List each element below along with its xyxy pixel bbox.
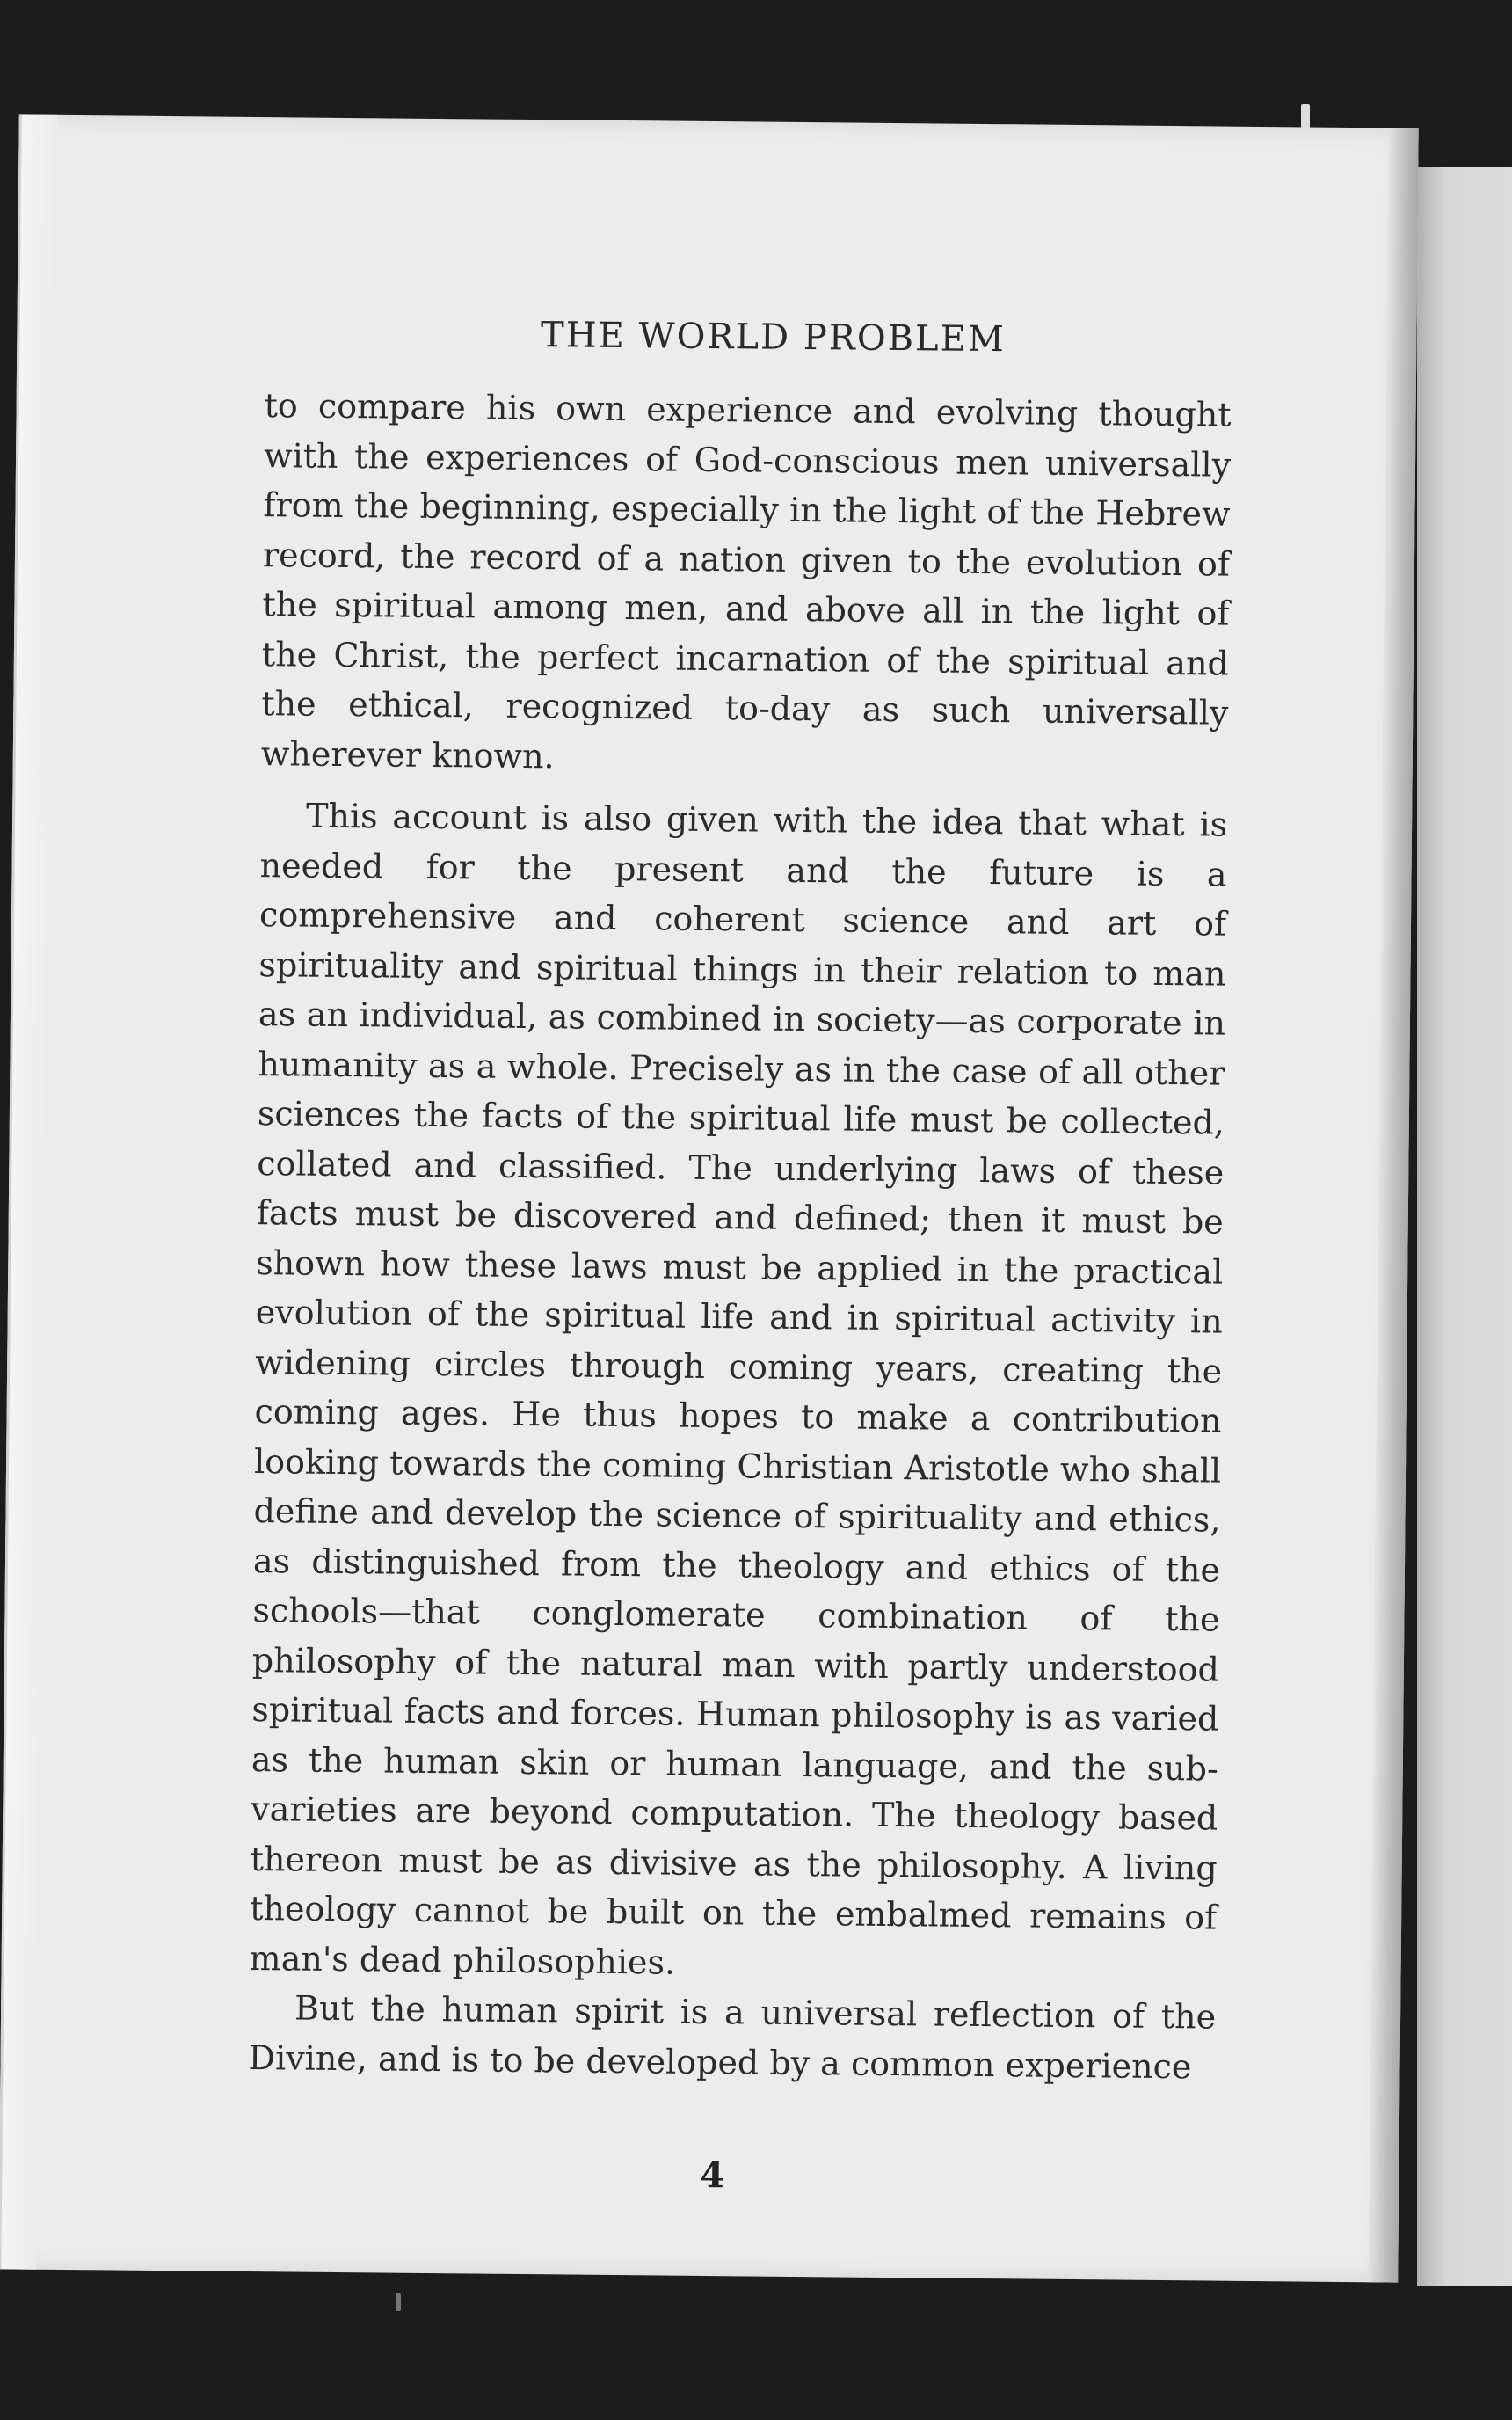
paragraph: This account is also given with the idea that what is needed for the present and the future is a comprehensive and coherent science and art of spirituality and spiritual things in their relation to man as an individual, as combined in society—as corporate in humanity as a whole. Precisely as in the case of all other sciences the facts of the spiritual life must be collected, collated and classified. The underlying laws of these facts must be discovered and defined; then it must be shown how these laws must be applied in the practical evolution of the spiritual life and in spiritual activity in widening circles through coming years, creating the coming ages. He thus hopes to make a contribution looking towards the coming Christian Aristotle who shall define and develop the science of spirituality and ethics, as distinguished from the theology and ethics of the schools—that conglomerate combination of the philosophy of the natural man with partly understood spiritual facts and forces. Human philosophy is as varied as the human skin or human language, and the sub-varieties are beyond computation. The theology based thereon must be as divisive as the philosophy. A living theology cannot be built on the embalmed remains of man's dead philosophies. xyxy=(249,796,1228,1982)
book-page xyxy=(0,114,1419,2282)
running-head: THE WORLD PROBLEM xyxy=(540,315,1007,361)
page-gutter-shadow xyxy=(1368,128,1419,2282)
page-number: 4 xyxy=(700,2154,725,2197)
body-text xyxy=(248,381,1232,2091)
dust-speck xyxy=(396,2293,401,2311)
paragraph-continued: to compare his own experience and evolving thought with the experiences of God-conscious men universally from the beginning, especially in the light of the Hebrew record, the record of a nation given to the evolution of the spiritual among men, and above all in the light of the Christ, the perfect incarnation of the spiritual and the ethical, recognized to-day as such universally wherever known. xyxy=(260,386,1232,776)
page-left-edge xyxy=(0,114,57,2269)
paragraph: But the human spirit is a universal reflection of the Divine, and is to be developed by a common experience xyxy=(248,1988,1217,2086)
facing-page-edge xyxy=(1417,167,1512,2286)
